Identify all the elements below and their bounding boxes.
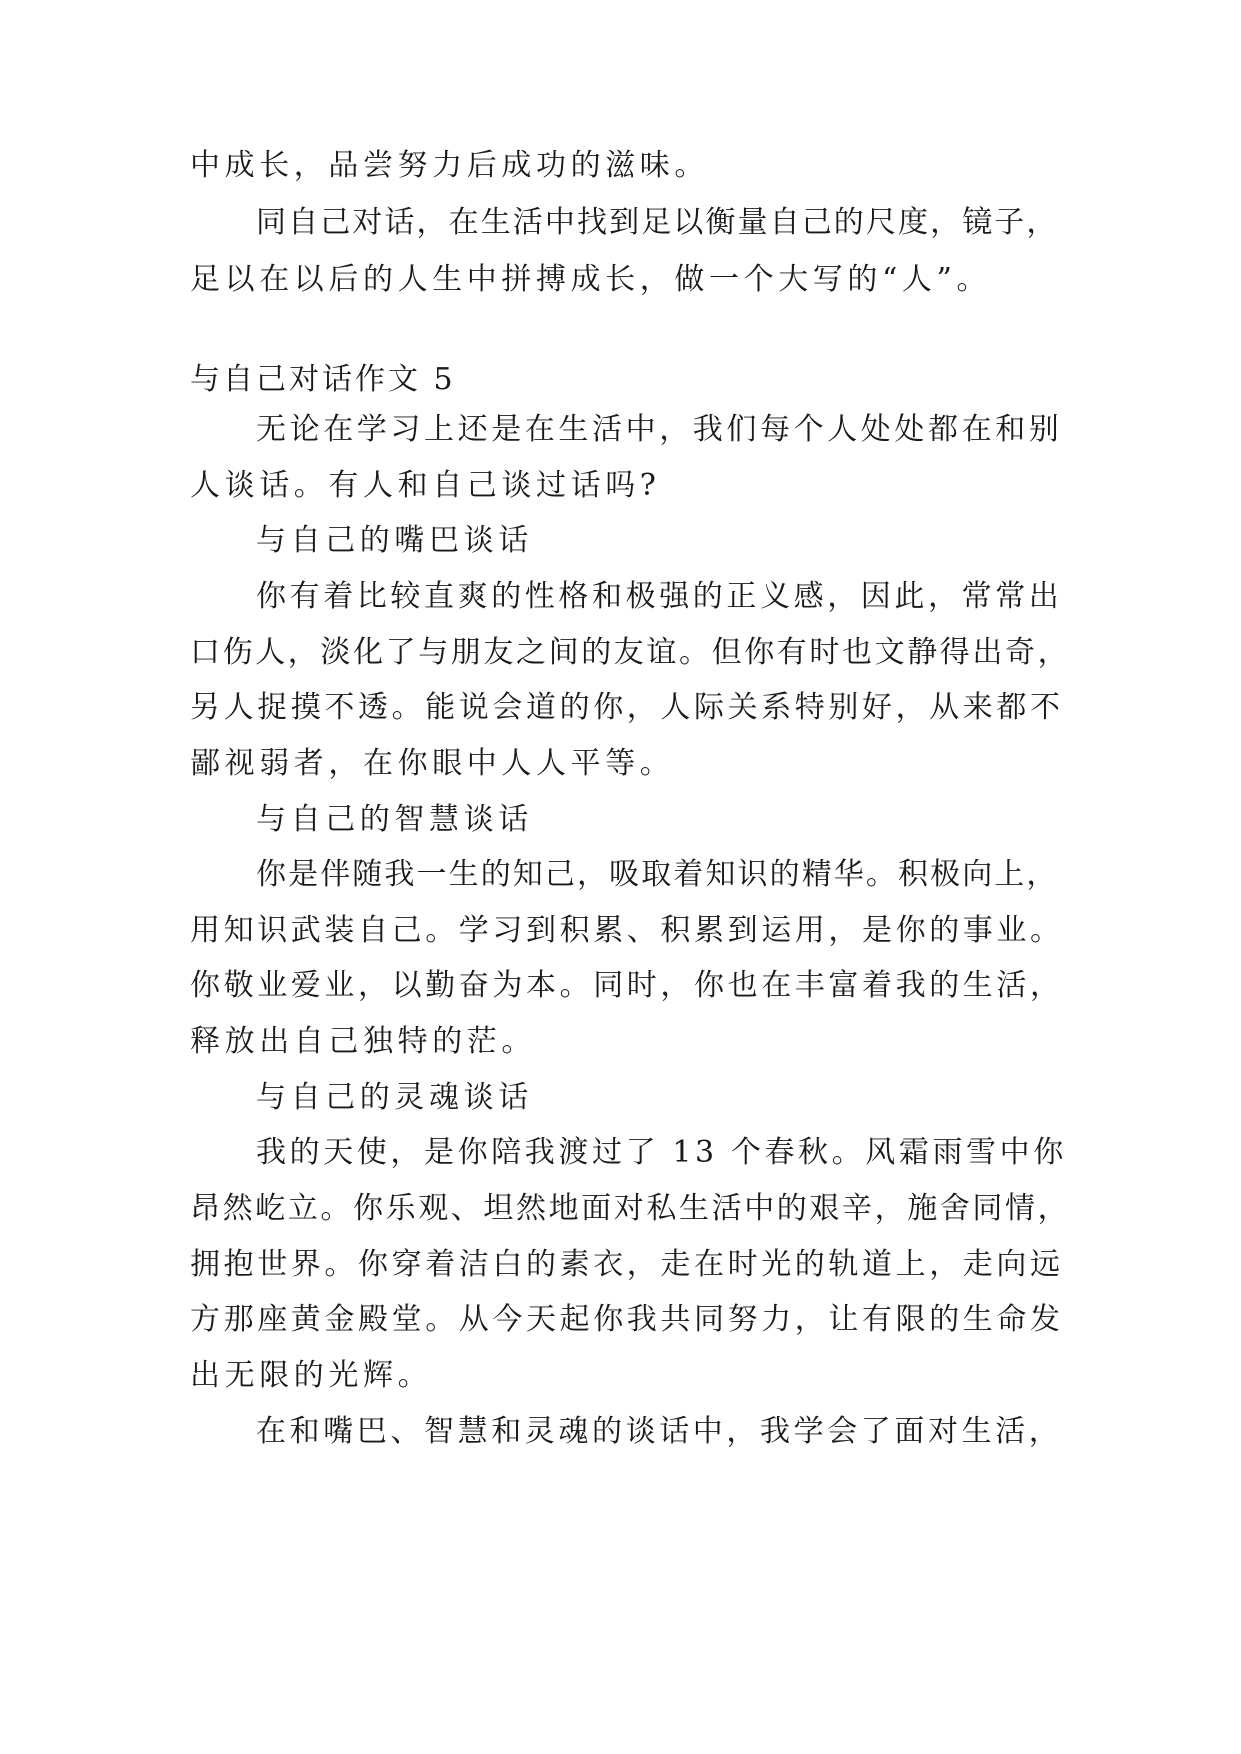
subheading: 与自己的嘴巴谈话 bbox=[256, 523, 533, 558]
paragraph-line: 口伤人，淡化了与朋友之间的友谊。但你有时也文静得出奇， bbox=[190, 635, 1071, 670]
paragraph-line: 中成长，品尝努力后成功的滋味。 bbox=[190, 148, 709, 183]
paragraph-line: 出无限的光辉。 bbox=[190, 1358, 433, 1393]
paragraph-line: 人谈话。有人和自己谈过话吗? bbox=[190, 468, 661, 503]
paragraph-line: 另人捉摸不透。能说会道的你，人际关系特别好，从来都不 bbox=[190, 690, 1064, 725]
paragraph-line: 拥抱世界。你穿着洁白的素衣，走在时光的轨道上，走向远 bbox=[190, 1247, 1064, 1282]
section-heading: 与自己对话作文 5 bbox=[190, 362, 456, 397]
subheading: 与自己的智慧谈话 bbox=[256, 802, 533, 837]
paragraph-line: 释放出自己独特的茫。 bbox=[190, 1024, 536, 1059]
paragraph-line: 你敬业爱业，以勤奋为本。同时，你也在丰富着我的生活， bbox=[190, 968, 1064, 1003]
paragraph-line: 方那座黄金殿堂。从今天起你我共同努力，让有限的生命发 bbox=[190, 1302, 1064, 1337]
paragraph-line: 足以在以后的人生中拼搏成长，做一个大写的“人”。 bbox=[190, 262, 992, 297]
paragraph-line: 我的天使，是你陪我渡过了 13 个春秋。风霜雨雪中你 bbox=[256, 1135, 1067, 1170]
paragraph-line: 同自己对话，在生活中找到足以衡量自己的尺度，镜子， bbox=[256, 205, 1059, 240]
paragraph-line: 你是伴随我一生的知己，吸取着知识的精华。积极向上， bbox=[256, 857, 1059, 892]
paragraph-line: 无论在学习上还是在生活中，我们每个人处处都在和别 bbox=[256, 412, 1063, 447]
paragraph-line: 用知识武装自己。学习到积累、积累到运用，是你的事业。 bbox=[190, 913, 1064, 948]
paragraph-line: 你有着比较直爽的性格和极强的正义感，因此，常常出 bbox=[256, 579, 1063, 614]
subheading: 与自己的灵魂谈话 bbox=[256, 1080, 533, 1115]
paragraph-line: 在和嘴巴、智慧和灵魂的谈话中，我学会了面对生活， bbox=[256, 1414, 1063, 1449]
paragraph-line: 鄙视弱者，在你眼中人人平等。 bbox=[190, 746, 675, 781]
paragraph-line: 昂然屹立。你乐观、坦然地面对私生活中的艰辛，施舍同情， bbox=[190, 1191, 1071, 1226]
